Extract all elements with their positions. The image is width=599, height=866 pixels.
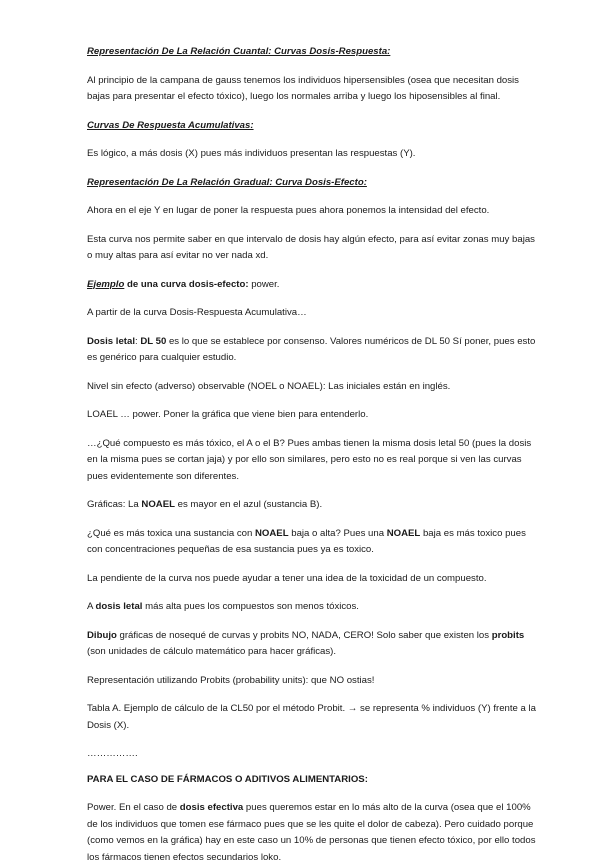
dosis-letal-text: es lo que se establece por consenso. Valores numéricos de DL 50 Sí poner, pues esto es genérico para cualquier estudio. bbox=[87, 335, 536, 363]
dibujo-text-b: gráficas de nosequé de curvas y probits NO, NADA, CERO! Solo saber que existen los bbox=[116, 629, 492, 641]
dl-alta-a: A bbox=[87, 601, 96, 612]
ejemplo-label: Ejemplo bbox=[87, 278, 125, 290]
dibujo-term: Dibujo bbox=[87, 629, 117, 641]
dl-alta-c: más alta pues los compuestos son menos tóxicos. bbox=[142, 601, 359, 612]
probits-term: probits bbox=[491, 629, 525, 641]
heading-farmacos-aditivos: PARA EL CASO DE FÁRMACOS O ADITIVOS ALIMENTARIOS: bbox=[87, 773, 368, 785]
dosis-efectiva-a: Power. En el caso de bbox=[87, 802, 180, 813]
noael-term: NOAEL bbox=[254, 527, 289, 539]
paragraph-pendiente: La pendiente de la curva nos puede ayudar a tener una idea de la toxicidad de un compuesto. bbox=[87, 572, 487, 584]
noael-term: NOAEL bbox=[386, 527, 421, 539]
noael-term: NOAEL bbox=[141, 499, 175, 510]
paragraph-dibujo-probits bbox=[87, 628, 541, 661]
paragraph-a-mas-dosis: Es lógico, a más dosis (X) pues más individuos presentan las respuestas (Y). bbox=[87, 148, 416, 159]
heading-curvas-acumulativas: Curvas De Respuesta Acumulativas: bbox=[87, 119, 254, 131]
graficas-text-a: Gráficas: La bbox=[87, 499, 142, 510]
ejemplo-rest: power. bbox=[248, 278, 280, 290]
paragraph-ejemplo-curva bbox=[87, 277, 541, 294]
ejemplo-bold: de una curva dosis-efecto: bbox=[124, 278, 249, 290]
graficas-text-c: es mayor en el azul (sustancia B). bbox=[174, 499, 323, 510]
dosis-letal-sep: : bbox=[135, 335, 141, 347]
noael-q-e: baja es más toxico pues con concentraciones pequeñas de esa sustancia pues ya es toxico. bbox=[87, 527, 526, 555]
paragraph-intervalo-dosis: Esta curva nos permite saber en que intervalo de dosis hay algún efecto, para así evitar zonas muy bajas o muy altas para así evitar no ver nada xd. bbox=[87, 233, 535, 261]
dosis-efectiva-term: dosis efectiva bbox=[179, 802, 244, 813]
dibujo-text-d: (son unidades de cálculo matemático para hacer gráficas). bbox=[87, 646, 337, 657]
paragraph-loael: LOAEL … power. Poner la gráfica que viene bien para entenderlo. bbox=[87, 409, 369, 420]
paragraph-eje-y: Ahora en el eje Y en lugar de poner la respuesta pues ahora ponemos la intensidad del efecto. bbox=[87, 205, 490, 216]
paragraph-dosis-letal bbox=[87, 334, 541, 367]
paragraph-probits-representacion: Representación utilizando Probits (probability units): que NO ostias! bbox=[87, 674, 375, 686]
heading-relacion-gradual: Representación De La Relación Gradual: Curva Dosis-Efecto: bbox=[87, 176, 367, 188]
paragraph-graficas-noael bbox=[87, 497, 541, 514]
noael-q-c: baja o alta? Pues una bbox=[288, 527, 387, 539]
dosis-letal-term: Dosis letal bbox=[87, 335, 135, 347]
noael-q-a: ¿Qué es más toxica una sustancia con bbox=[87, 527, 255, 539]
heading-relacion-cuantal: Representación De La Relación Cuantal: Curvas Dosis-Respuesta: bbox=[87, 46, 391, 57]
paragraph-compuesto-toxico: …¿Qué compuesto es más tóxico, el A o el B? Pues ambas tienen la misma dosis letal 50 (pues la dosis en la misma pues se cortan jaja) y por ello son similares, pero esto no es real porque si ven las curvas pues evidentemente son diferentes. bbox=[87, 437, 532, 482]
paragraph-noel: Nivel sin efecto (adverso) observable (NOEL o NOAEL): Las iniciales están en inglés. bbox=[87, 380, 451, 392]
paragraph-dosis-letal-alta bbox=[87, 599, 541, 616]
dosis-letal-term: dosis letal bbox=[95, 601, 143, 612]
dosis-efectiva-c: pues queremos estar en lo más alto de la curva (osea que el 100% de los individuos que tomen ese fármaco pues que se les quite el dolor de cabeza). Pero cuidado porque (como vemos en la gráfica) hay en este caso un 10% de personas que tienen efecto tóxico, por ello todos los fármacos tienen efectos secundarios loko. bbox=[87, 802, 536, 863]
separator-dots: ……………. bbox=[87, 748, 138, 759]
paragraph-a-partir: A partir de la curva Dosis-Respuesta Acumulativa… bbox=[87, 307, 307, 318]
paragraph-campana-gauss: Al principio de la campana de gauss tenemos los individuos hipersensibles (osea que necesitan dosis bajas para presentar el efecto tóxico), luego los normales arriba y luego los hiposensibles al final. bbox=[87, 74, 519, 102]
paragraph-dosis-efectiva bbox=[87, 800, 541, 866]
paragraph-tabla-a: Tabla A. Ejemplo de cálculo de la CL50 por el método Probit. → se representa % individuos (Y) frente a la Dosis (X). bbox=[87, 703, 537, 731]
paragraph-noael-baja-alta bbox=[87, 526, 541, 559]
dl50-term: DL 50 bbox=[140, 335, 167, 347]
